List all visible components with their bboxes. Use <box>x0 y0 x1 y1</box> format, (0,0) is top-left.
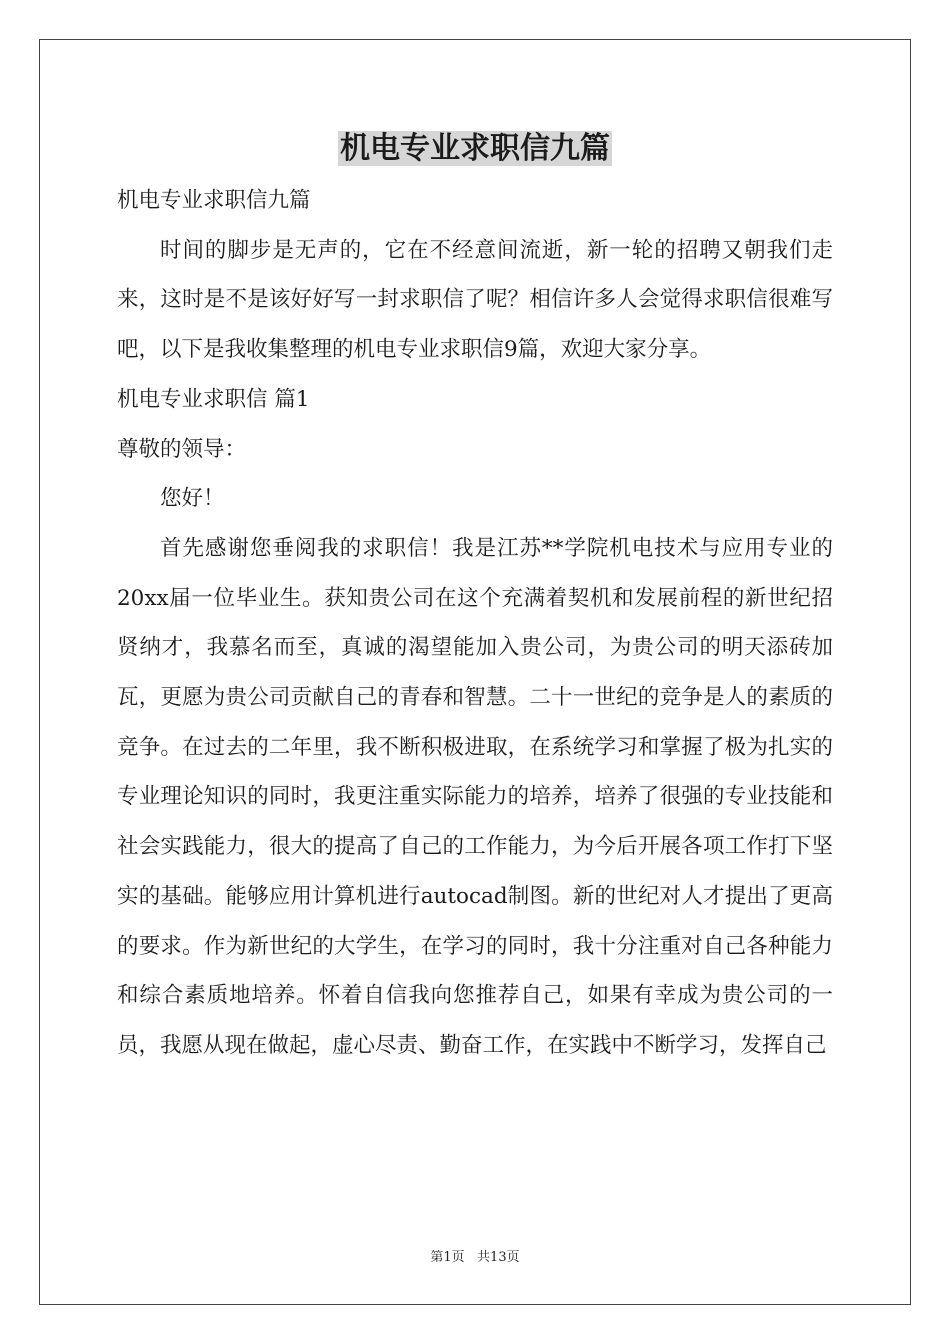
subtitle-line: 机电专业求职信九篇 <box>117 188 311 213</box>
document-body <box>117 176 833 1071</box>
greeting: 您好！ <box>160 486 225 512</box>
intro-paragraph: 时间的脚步是无声的，它在不经意间流逝，新一轮的招聘又朝我们走来，这时是不是该好好写一封求职信了呢？相信许多人会觉得求职信很难写吧，以下是我收集整理的机电专业求职信9篇，欢迎大家分享。 <box>117 237 833 363</box>
page-footer <box>0 1249 950 1267</box>
salutation: 尊敬的领导： <box>117 436 247 462</box>
body-paragraph: 首先感谢您垂阅我的求职信！我是江苏**学院机电技术与应用专业的20xx届一位毕业生。获知贵公司在这个充满着契机和发展前程的新世纪招贤纳才，我慕名而至，真诚的渴望能加入贵公司，为贵公司的明天添砖加瓦，更愿为贵公司贡献自己的青春和智慧。二十一世纪的竞争是人的素质的竞争。在过去的二年里，我不断积极进取，在系统学习和掌握了极为扎实的专业理论知识的同时，我更注重实际能力的培养，培养了很强的专业技能和社会实践能力，很大的提高了自己的工作能力，为今后开展各项工作打下坚实的基础。能够应用计算机进行autocad制图。新的世纪对人才提出了更高的要求。作为新世纪的大学生，在学习的同时，我十分注重对自己各种能力和综合素质地培养。怀着自信我向您推荐自己，如果有幸成为贵公司的一员，我愿从现在做起，虚心尽责、勤奋工作，在实践中不断学习，发挥自己 <box>117 535 833 1058</box>
section-heading: 机电专业求职信 篇1 <box>117 386 310 412</box>
document-title-text: 机电专业求职信九篇 <box>340 131 610 166</box>
document-title <box>0 128 950 170</box>
page-number: 第1页 共13页 <box>430 1250 520 1265</box>
